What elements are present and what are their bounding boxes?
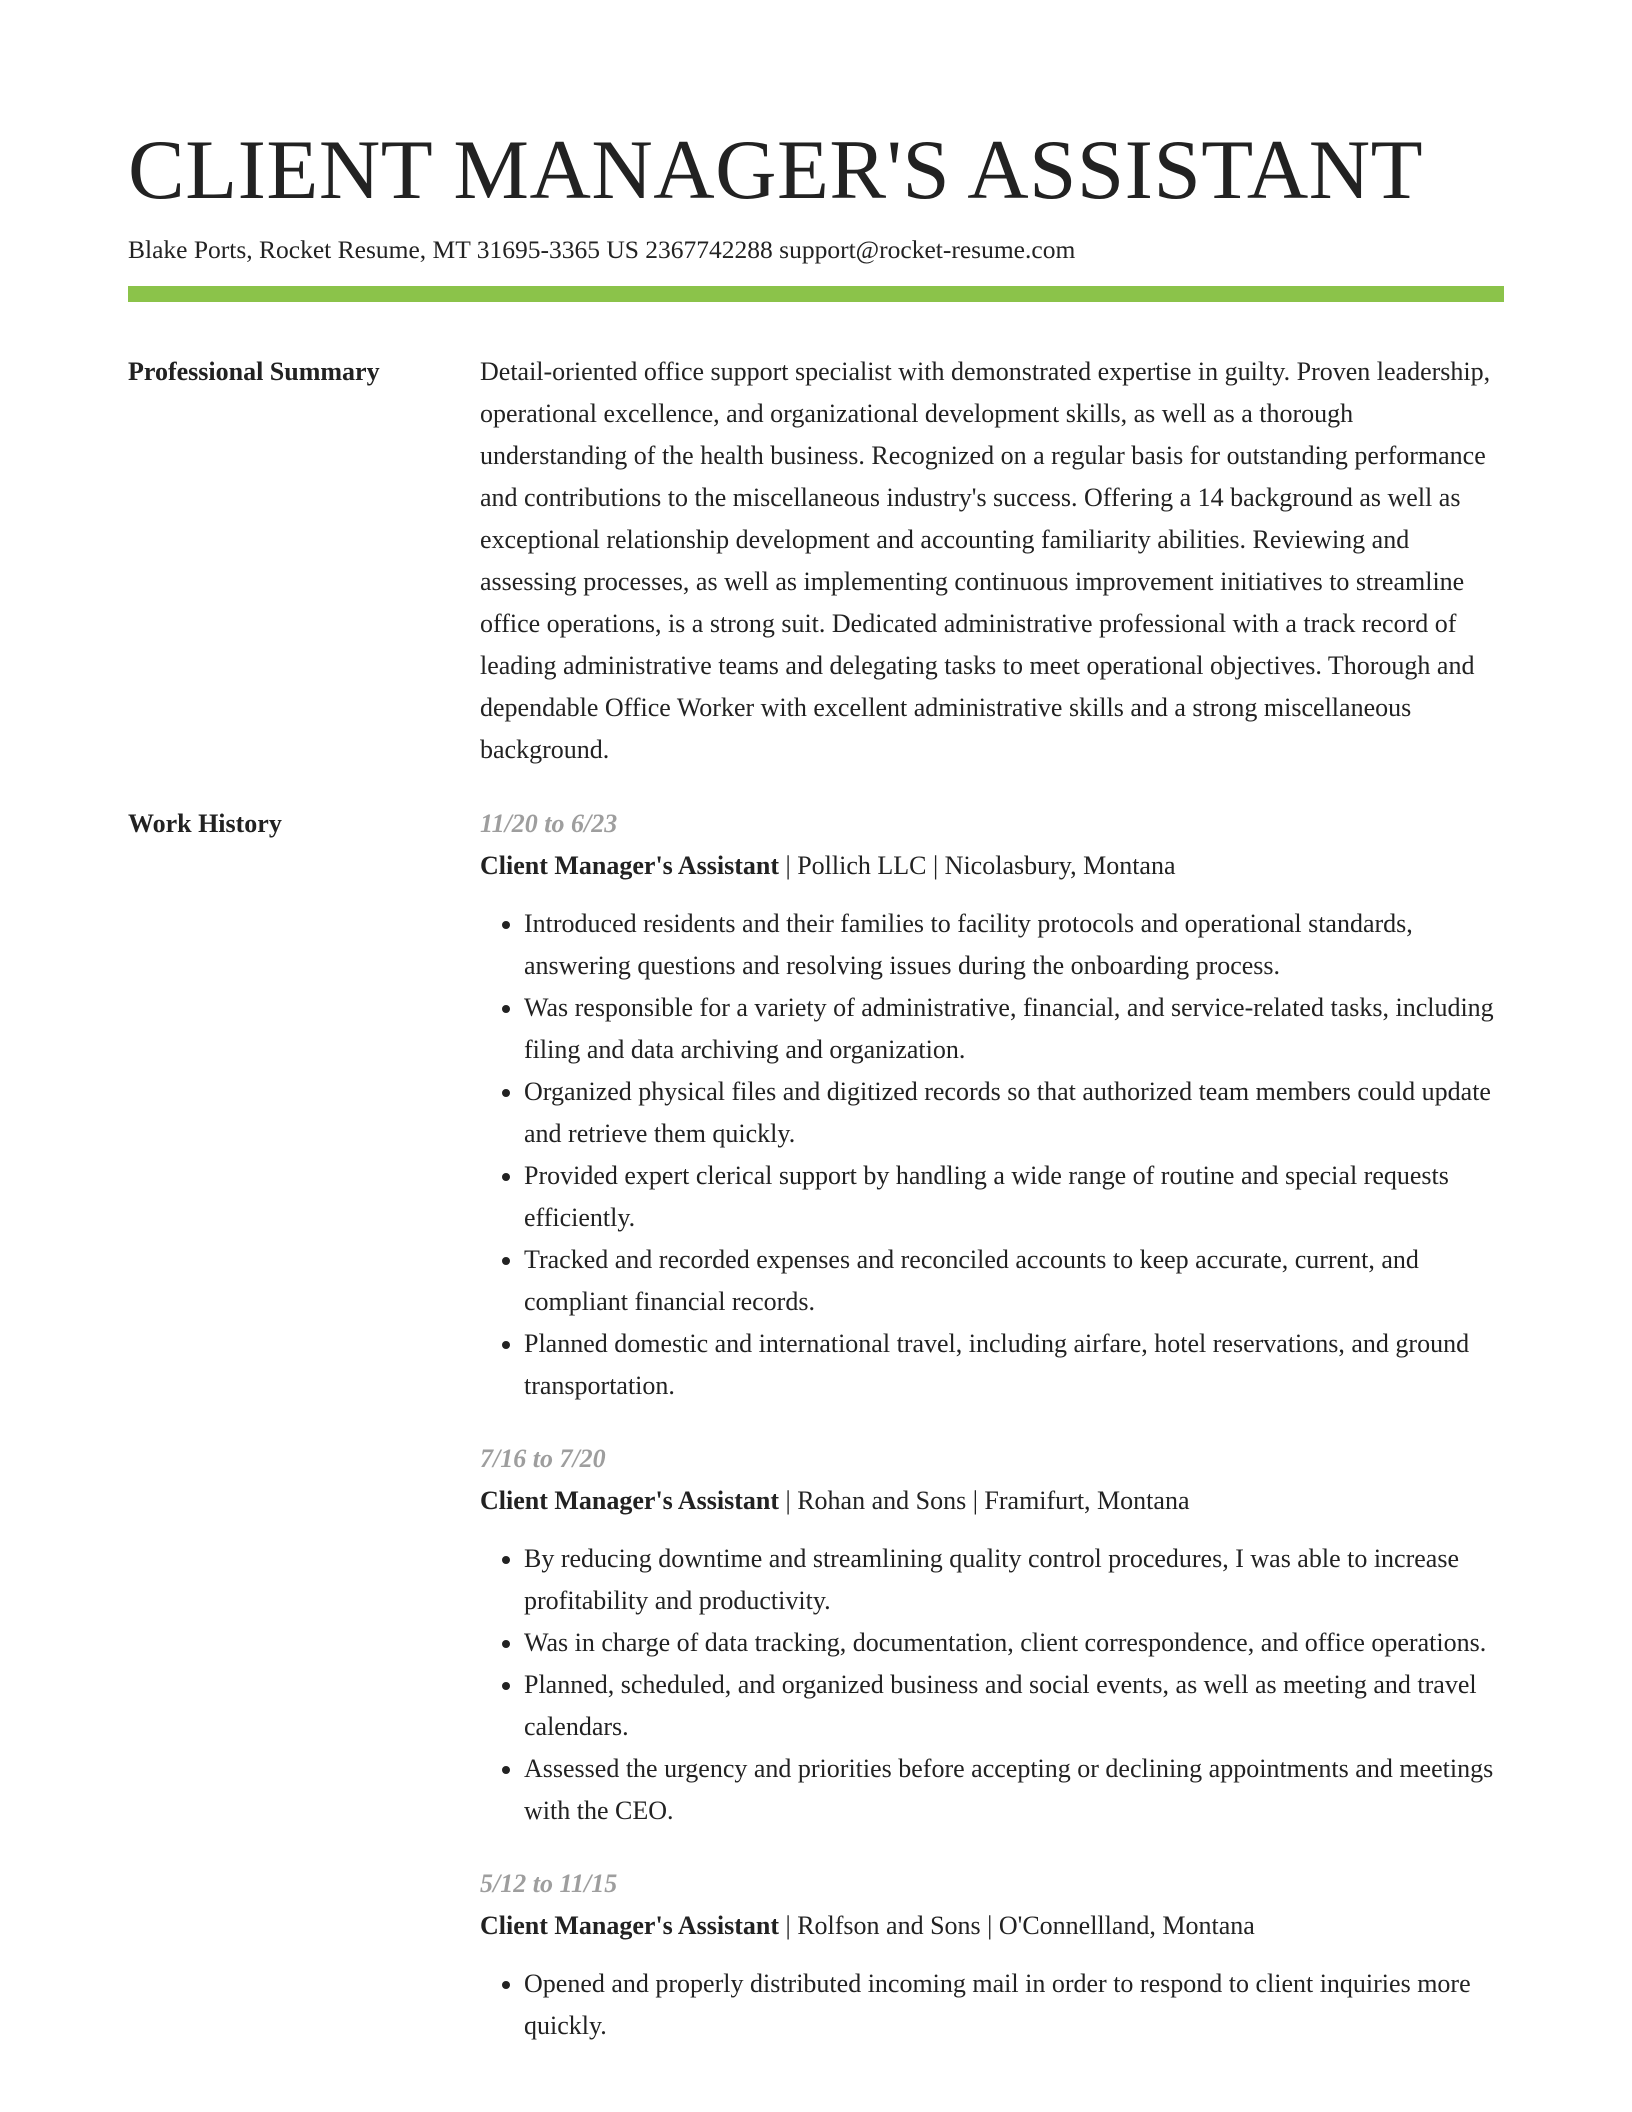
work-history-section [128, 803, 1504, 2078]
job-title: Client Manager's Assistant [480, 851, 779, 880]
resume-title: CLIENT MANAGER'S ASSISTANT [128, 123, 1424, 217]
contact-info: Blake Ports, Rocket Resume, MT 31695-3365 US 2367742288 support@rocket-resume.com [128, 235, 1076, 264]
job-bullet: • Was responsible for a variety of administrative, financial, and service-related tasks, including filing and data archiving and organization. [524, 987, 1504, 1071]
job-bullet: • Was in charge of data tracking, documentation, client correspondence, and office operations. [524, 1622, 1504, 1664]
job-entry [480, 1863, 1504, 2047]
job-heading [480, 845, 1504, 887]
job-bullet: • Organized physical files and digitized records so that authorized team members could update and retrieve them quickly. [524, 1071, 1504, 1155]
job-entry [480, 803, 1504, 1407]
job-heading [480, 1480, 1504, 1522]
job-bullet: • Opened and properly distributed incoming mail in order to respond to client inquiries more quickly. [524, 1963, 1504, 2047]
job-dates: 11/20 to 6/23 [480, 809, 618, 838]
job-bullet: • Planned, scheduled, and organized business and social events, as well as meeting and travel calendars. [524, 1664, 1504, 1748]
job-bullet-list [480, 1963, 1504, 2047]
professional-summary-section [128, 351, 1504, 771]
job-bullet: • Introduced residents and their families to facility protocols and operational standards, answering questions and resolving issues during the onboarding process. [524, 903, 1504, 987]
accent-divider [128, 286, 1504, 302]
resume-page [128, 118, 1504, 2078]
summary-text: Detail-oriented office support specialist with demonstrated expertise in guilty. Proven leadership, operational excellence, and organizational development skills, as well as a thorough understanding of the health business. Recognized on a regular basis for outstanding performance and contributions to the miscellaneous industry's success. Offering a 14 background as well as exceptional relationship development and accounting familiarity abilities. Reviewing and assessing processes, as well as implementing continuous improvement initiatives to streamline office operations, is a strong suit. Dedicated administrative professional with a track record of leading administrative teams and delegating tasks to meet operational objectives. Thorough and dependable Office Worker with excellent administrative skills and a strong miscellaneous background. [480, 357, 1491, 764]
job-bullet: • Tracked and recorded expenses and reconciled accounts to keep accurate, current, and compliant financial records. [524, 1239, 1504, 1323]
job-details: | Rolfson and Sons | O'Connellland, Montana [779, 1911, 1255, 1940]
section-label-professional-summary: Professional Summary [128, 357, 380, 386]
job-dates: 5/12 to 11/15 [480, 1869, 618, 1898]
work-history-list [480, 803, 1504, 2078]
job-title: Client Manager's Assistant [480, 1486, 779, 1515]
job-bullet-list [480, 903, 1504, 1407]
job-details: | Rohan and Sons | Framifurt, Montana [779, 1486, 1190, 1515]
job-bullet: • By reducing downtime and streamlining quality control procedures, I was able to increase profitability and productivity. [524, 1538, 1504, 1622]
job-dates: 7/16 to 7/20 [480, 1444, 606, 1473]
job-bullet-list [480, 1538, 1504, 1832]
job-heading [480, 1905, 1504, 1947]
job-bullet: • Provided expert clerical support by handling a wide range of routine and special requests efficiently. [524, 1155, 1504, 1239]
job-details: | Pollich LLC | Nicolasbury, Montana [779, 851, 1176, 880]
job-title: Client Manager's Assistant [480, 1911, 779, 1940]
job-bullet: • Planned domestic and international travel, including airfare, hotel reservations, and ground transportation. [524, 1323, 1504, 1407]
job-bullet: • Assessed the urgency and priorities before accepting or declining appointments and meetings with the CEO. [524, 1748, 1504, 1832]
job-entry [480, 1438, 1504, 1832]
section-label-work-history: Work History [128, 809, 282, 838]
